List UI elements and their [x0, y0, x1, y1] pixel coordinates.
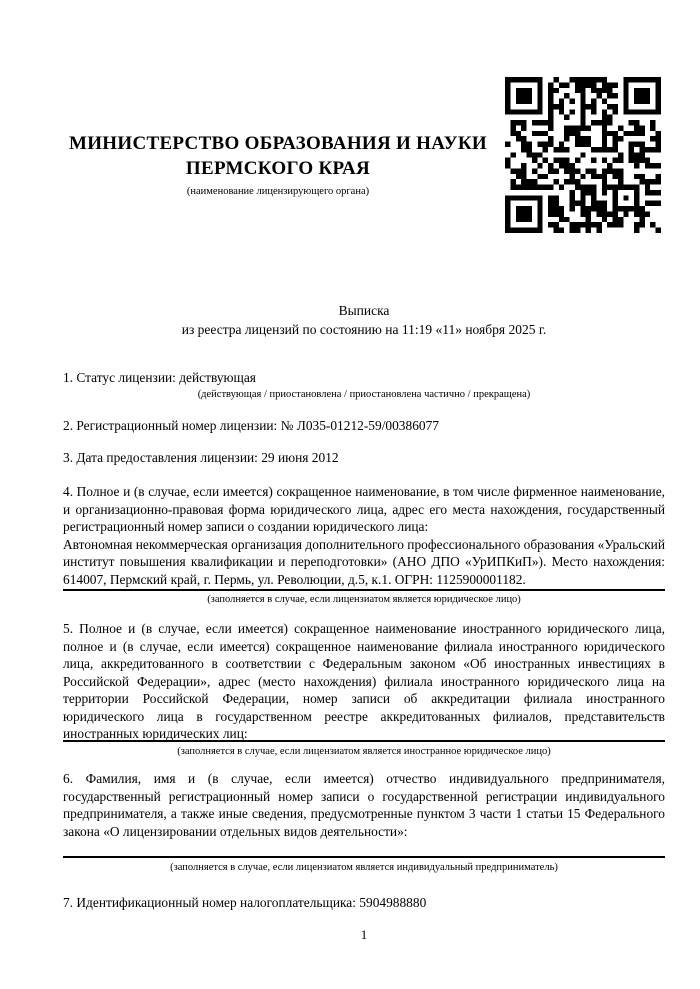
legal-entity-answer: Автономная некоммерческая организация дополнительного профессионального образования «Уральский институт повышения квалификации и переподготовки» (АНО ДПО «УрИПКиП»). Место нахождения: 614007, Пермский край, г. Пермь, ул. Революции, д.5, к.1. ОГРН: 1125900001182. — [63, 536, 665, 587]
document-title — [63, 301, 665, 339]
legal-entity-question: 4. Полное и (в случае, если имеется) сокращенное наименование, в том числе фирменное наименование, и организационно-правовая форма юридического лица, адрес его места нахождения, государственный регистрационный номер записи о создании юридического лица: — [63, 484, 665, 534]
taxpayer-id: 7. Идентификационный номер налогоплательщика: 5904988880 — [63, 895, 427, 910]
title-line1: Выписка — [338, 303, 390, 318]
licensing-authority-header — [63, 131, 493, 198]
legal-entity-section — [63, 483, 665, 588]
entrepreneur-caption: (заполняется в случае, если лицензиатом является индивидуальный предприниматель) — [170, 862, 558, 873]
foreign-entity-fill-line — [63, 740, 665, 742]
legal-entity-caption: (заполняется в случае, если лицензиатом является юридическое лицо) — [207, 594, 521, 605]
license-status: 1. Статус лицензии: действующая — [63, 370, 256, 385]
license-grant-date: 3. Дата предоставления лицензии: 29 июня 2012 — [63, 450, 339, 465]
qr-code-image — [505, 77, 661, 233]
title-line2: из реестра лицензий по состоянию на 11:19 «11» ноября 2025 г. — [181, 322, 547, 337]
license-registration-number: 2. Регистрационный номер лицензии: № Л035-01212-59/00386077 — [63, 418, 439, 433]
qr-code — [505, 77, 661, 233]
entrepreneur-question: 6. Фамилия, имя и (в случае, если имеется) отчество индивидуального предпринимателя, государственный регистрационный номер записи о государственной регистрации индивидуального предпринимателя, а также иные сведения, предусмотренные пунктом 3 части 1 статьи 15 Федерального закона «О лицензировании отдельных видов деятельности»: — [63, 771, 665, 839]
license-status-options-caption: (действующая / приостановлена / приостановлена частично / прекращена) — [197, 389, 531, 400]
entrepreneur-fill-line — [63, 856, 665, 858]
page-number: 1 — [360, 927, 368, 942]
ministry-name-line2: ПЕРМСКОГО КРАЯ — [185, 158, 371, 179]
licensing-authority-caption: (наименование лицензирующего органа) — [186, 186, 370, 197]
ministry-name-line1: МИНИСТЕРСТВО ОБРАЗОВАНИЯ И НАУКИ — [68, 133, 488, 154]
legal-entity-fill-line — [63, 589, 665, 591]
foreign-entity-question: 5. Полное и (в случае, если имеется) сокращенное наименование иностранного юридического лица, полное и (в случае, если имеется) сокращенное наименование филиала иностранного юридического лица, аккредитованного в соответствии с Федеральным законом «Об иностранных инвестициях в Российской Федерации», адрес (место нахождения) филиала иностранного юридического лица на территории Российской Федерации, номер записи об аккредитации филиала иностранного юридического лица в государственном реестре аккредитованных филиалов, представительств иностранных юридических лиц: — [63, 621, 665, 741]
foreign-entity-caption: (заполняется в случае, если лицензиатом является иностранное юридическое лицо) — [177, 746, 551, 757]
